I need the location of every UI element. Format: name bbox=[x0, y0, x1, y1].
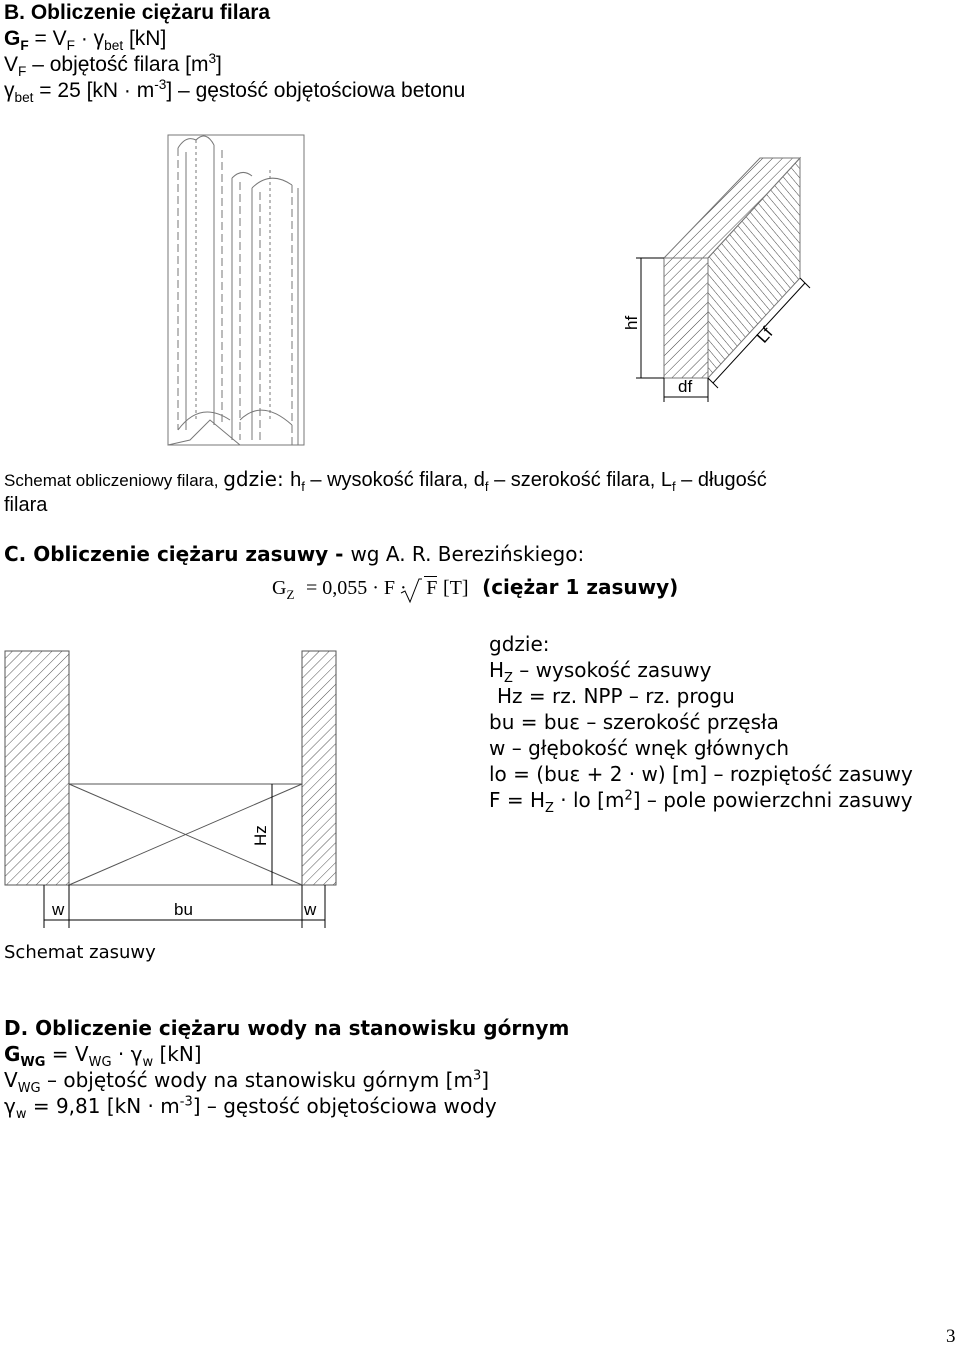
gate-walls bbox=[5, 651, 336, 885]
formula-gwg-unit: [kN] bbox=[153, 1042, 202, 1066]
pillar-caption-gdzie: gdzie: bbox=[223, 467, 291, 491]
formula-gwg-sub: WG bbox=[20, 1055, 46, 1070]
gate-legend-bu-def: bu = buε – szerokość przęsła bbox=[489, 710, 779, 734]
dimension-label-w-right: w bbox=[304, 900, 317, 919]
gamma-w-sup: -3 bbox=[179, 1094, 193, 1110]
f-sub: Z bbox=[545, 801, 554, 816]
pillar-figure bbox=[0, 120, 960, 465]
vf-symbol: V bbox=[4, 53, 19, 76]
formula-g-symbol: G bbox=[4, 27, 21, 50]
pillar-3d-drawing bbox=[168, 135, 304, 445]
pillar-caption-d-desc: – szerokość filara, L bbox=[488, 469, 672, 491]
page-number: 3 bbox=[946, 1326, 956, 1347]
vf-close: ] bbox=[216, 53, 222, 76]
gamma-desc: ] – gęstość objętościowa betonu bbox=[166, 79, 466, 102]
gate-legend-hz bbox=[489, 657, 712, 686]
section-d-formula bbox=[4, 1041, 202, 1070]
section-b-title: B. Obliczenie ciężaru filara bbox=[4, 1, 271, 24]
formula-gwg-symbol: G bbox=[4, 1042, 21, 1066]
dimension-label-bu: bu bbox=[174, 900, 193, 919]
hz-symbol: H bbox=[489, 658, 505, 682]
vwg-close: ] bbox=[481, 1068, 490, 1092]
vwg-sub: WG bbox=[17, 1081, 41, 1096]
gate-legend-hz-def: Hz = rz. NPP – rz. progu bbox=[497, 684, 735, 708]
gate-legend-lo-def: lo = (buε + 2 · w) [m] – rozpiętość zasuwy bbox=[489, 762, 913, 786]
formula-unit: [kN] bbox=[123, 27, 167, 50]
f-lead: F = H bbox=[489, 788, 546, 812]
formula-gz-sub: Z bbox=[286, 587, 295, 602]
dimension-label-df: df bbox=[678, 377, 693, 396]
formula-gz: G bbox=[272, 577, 287, 599]
gate-legend-f-def bbox=[489, 787, 913, 816]
formula-gwg-eq: = V bbox=[45, 1042, 89, 1066]
formula-sqrt-f: F bbox=[426, 577, 438, 599]
section-c-title-bold: C. Obliczenie ciężaru zasuwy - bbox=[4, 542, 351, 566]
section-c-title-rest: wg A. R. Berezińskiego: bbox=[350, 542, 585, 566]
dimension-label-hz: Hz bbox=[251, 825, 270, 846]
formula-v-sub: F bbox=[66, 38, 75, 54]
pillar-caption-line2: filara bbox=[4, 494, 48, 516]
gamma-sup: -3 bbox=[154, 77, 167, 92]
pillar-caption-lead: Schemat obliczeniowy filara, bbox=[4, 471, 224, 490]
hz-desc: – wysokość zasuwy bbox=[512, 658, 712, 682]
f-sup: 2 bbox=[624, 788, 633, 804]
pillar-caption-h-sub: f bbox=[301, 479, 305, 494]
f-desc: ] – pole powierzchni zasuwy bbox=[632, 788, 913, 812]
formula-gamma-w-sub: w bbox=[142, 1055, 154, 1070]
pillar-caption bbox=[4, 466, 767, 494]
gamma-w-symbol: γ bbox=[4, 1094, 16, 1118]
dimension-label-lf: Lf bbox=[752, 323, 777, 347]
pillar-caption-l-sub: f bbox=[671, 479, 676, 494]
sqrt-sign-icon bbox=[400, 578, 422, 604]
gamma-w-sub: w bbox=[15, 1107, 27, 1122]
f-mid: · lo [m bbox=[553, 788, 625, 812]
gamma-symbol: γ bbox=[4, 79, 15, 102]
vf-sup: 3 bbox=[208, 51, 217, 66]
gamma-sub: bet bbox=[14, 90, 34, 106]
formula-eq: = V bbox=[28, 27, 67, 50]
gamma-value: = 25 [kN · m bbox=[33, 79, 155, 102]
gamma-bet-definition bbox=[4, 78, 465, 104]
vf-sub: F bbox=[18, 64, 27, 80]
gamma-w-value: = 9,81 [kN · m bbox=[26, 1094, 180, 1118]
formula-gwg-dot: · γ bbox=[111, 1042, 143, 1066]
dimension-label-w-left: w bbox=[52, 900, 65, 919]
formula-g-sub: F bbox=[20, 38, 29, 54]
pillar-caption-d-sub: f bbox=[484, 479, 489, 494]
vwg-symbol: V bbox=[4, 1068, 18, 1092]
pillar-caption-l-desc: – długość bbox=[675, 469, 767, 491]
hz-sub: Z bbox=[504, 671, 513, 686]
formula-dot-gamma: · γ bbox=[74, 27, 105, 50]
vwg-desc: – objętość wody na stanowisku górnym [m bbox=[40, 1068, 473, 1092]
section-b-formula bbox=[4, 26, 166, 52]
gate-legend-gdzie: gdzie: bbox=[489, 632, 550, 656]
gamma-w-definition bbox=[4, 1093, 497, 1122]
vwg-definition bbox=[4, 1067, 490, 1096]
vwg-sup: 3 bbox=[472, 1068, 482, 1084]
formula-gz-note: (ciężar 1 zasuwy) bbox=[482, 575, 679, 599]
gamma-w-desc: ] – gęstość objętościowa wody bbox=[192, 1094, 497, 1118]
formula-gamma-sub: bet bbox=[104, 38, 124, 54]
vf-definition bbox=[4, 52, 222, 78]
gate-caption: Schemat zasuwy bbox=[4, 942, 156, 963]
pillar-caption-h: h bbox=[290, 469, 302, 491]
gate-weight-formula bbox=[272, 574, 678, 602]
gate-figure bbox=[0, 645, 345, 935]
formula-vwg-sub: WG bbox=[88, 1055, 112, 1070]
pillar-block-drawing bbox=[664, 158, 800, 378]
vf-desc: – objętość filara [m bbox=[26, 53, 209, 76]
gate-legend-w-def: w – głębokość wnęk głównych bbox=[489, 736, 789, 760]
formula-gz-rhs: = 0,055 · F · bbox=[305, 577, 407, 599]
pillar-caption-h-desc: – wysokość filara, d bbox=[304, 469, 485, 491]
section-d-title: D. Obliczenie ciężaru wody na stanowisku górnym bbox=[4, 1016, 570, 1040]
section-c-title bbox=[4, 541, 584, 567]
dimension-label-hf: hf bbox=[622, 315, 641, 330]
formula-gz-unit: [T] bbox=[442, 577, 469, 599]
